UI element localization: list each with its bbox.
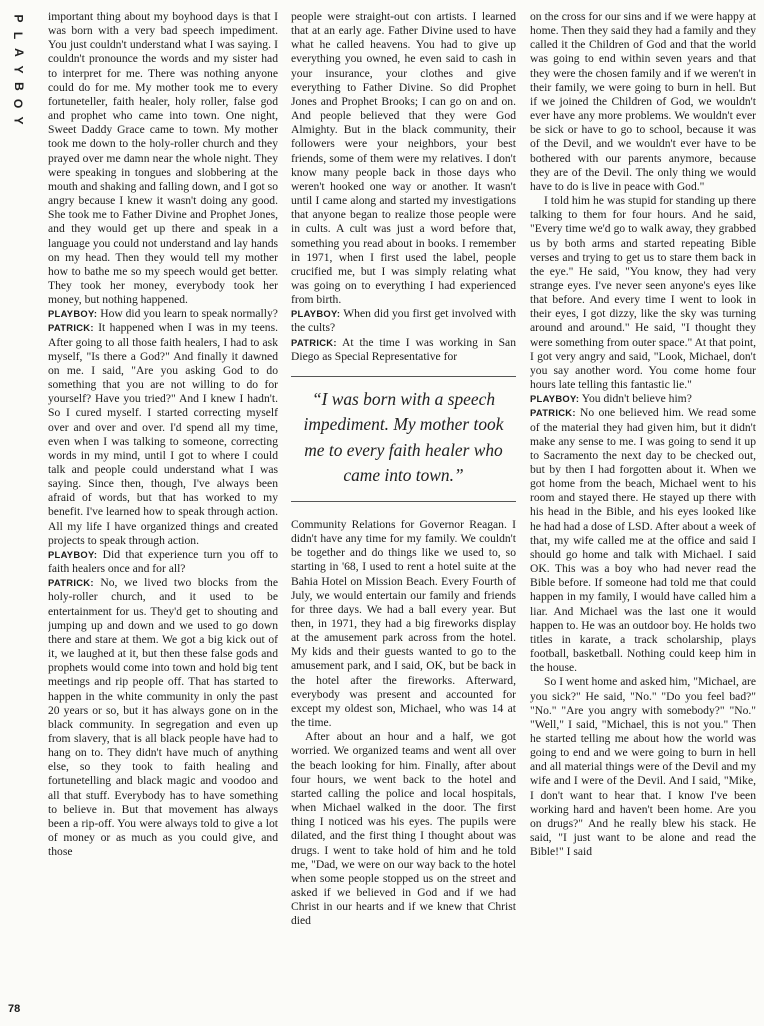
paragraph-text: You didn't believe him? (579, 392, 692, 406)
pull-quote: “I was born with a speech impediment. My mother took me to every faith healer who came into town.” (291, 376, 516, 502)
speaker-label: PLAYBOY: (48, 308, 98, 320)
paragraph-text: After about an hour and a half, we got worried. We organized teams and went all over the beach looking for him. Finally, after about four hours, we went back to the hotel and started calling the police and local hospitals, when Michael walked in the door. The first thing I noticed was his eyes. The pupils were dilated, and the first thing I thought about was drugs. I went to take hold of him and he told me, "Dad, we were on our way back to the hotel when some people stopped us on the street and asked if we believed in God and if we had Christ in our hearts and if we knew that Christ died (291, 730, 516, 928)
page-number: 78 (8, 1003, 21, 1015)
speaker-label: PATRICK: (48, 577, 94, 589)
column-2-top (291, 10, 516, 364)
speaker-label: PATRICK: (48, 322, 94, 334)
paragraph-text: important thing about my boyhood days is that I was born with a very bad speech impediment. You just couldn't understand what I was saying. I couldn't pronounce the words and my sister had to interpret for me. There was nothing anyone could do for me. My mother took me to every fortuneteller, faith healer, holy roller, false god and prophet who came into town. One night, Sweet Daddy Grace came to town. My mother took me down to the holy-roller church and they prayed over me damn near the whole night. They were speaking in tongues and slobbering at the mouth and shaking and falling down, and I got so angry because I knew it wasn't doing any good. She took me to Father Divine and Prophet Jones, and they would get up there and speak in a language you could not understand and lay hands on my head. Then they would tell my mother how to bathe me so my speech would get better. They took her money, everybody took her money, but nothing happened. (48, 10, 278, 307)
paragraph-text: So I went home and asked him, "Michael, are you sick?" He said, "No." "Do you feel bad?" "No." "Are you angry with somebody?" "No." "Well," I said, "Michael, this is not you." Then he started telling me about how the world was going to end and we were going to burn in hell and all material things were of the Devil and my wife and I were of the Devil. And I said, "Mike, I don't want to hear that. I know I've been working hard and haven't been home. Are you on drugs?" And he really blew his stack. He said, "I just want to be alone and read the Bible!" I said (530, 675, 756, 859)
speaker-label: PLAYBOY: (48, 548, 98, 560)
paragraph-text: No, we lived two blocks from the holy-roller church, and it used to be entertainment for us. They'd get to shouting and jumping up and down and we used to go down there and stare at them. We got a big kick out of it, we laughed at it, but then these false gods and prophets would come into town and hold big tent meetings and rip people off. That has started to happen in the white community in only the past 20 years or so, but it has always gone on in the black community. In segregation and even up from slavery, that is all black people have had to hang on to. They didn't have much of anything else, so they took to faith healing and fortunetelling and black magic and voodoo and all that stuff. Everybody has to have something to believe in. But that movement has always been a rip-off. You were always told to give a lot of money or as much as you could give, and those (48, 576, 278, 859)
magazine-letter: B (11, 82, 26, 91)
paragraph (530, 10, 756, 194)
paragraph (530, 392, 756, 406)
text-column-3 (530, 10, 756, 1022)
paragraph (530, 675, 756, 859)
paragraph (48, 321, 278, 548)
text-column-1 (48, 10, 278, 1022)
magazine-letter: Y (11, 116, 26, 125)
paragraph (291, 307, 516, 335)
paragraph (291, 730, 516, 928)
paragraph-text: When did you first get involved with the cults? (291, 307, 516, 335)
magazine-letter: L (11, 31, 26, 40)
paragraph (291, 518, 516, 730)
paragraph-text: on the cross for our sins and if we were happy at home. Then they said they had a family and they called it the Children of God and that the world was going to end within seven years and that they were the chosen family and if we weren't in their family, we were going to burn in hell. But if we joined the Children of God, we wouldn't ever have any more problems. We wouldn't ever be sick or have to go to school, because it was of the Devil, and we wouldn't ever have to be bothered with our parents anymore, because they are of the Devil. The only thing we would have to do is live in peace with God." (530, 10, 756, 193)
paragraph (48, 548, 278, 576)
paragraph (48, 10, 278, 307)
paragraph-text: At the time I was working in San Diego as Special Representative for (291, 335, 516, 363)
paragraph (48, 307, 278, 321)
magazine-name-vertical (6, 10, 30, 129)
magazine-letter: O (11, 98, 26, 109)
magazine-letter: Y (11, 65, 26, 74)
paragraph-text: It happened when I was in my teens. After going to all those faith healers, I had to ask myself, "Is there a God?" And finally it dawned on me. I said, "Are you asking God to do something that you are not willing to do for yourself? Have you tried?" And I knew I hadn't. So I cured myself. I started correcting myself over and over and over. I'd spend all my time, even when I was talking to someone, correcting words in my mind, until I got to where I could talk and people could understand what I was saying. Since then, though, I've always been afraid of words, but that has worked to my benefit. I've learned how to speak through action. All my life I have organized things and created projects to speak through action. (48, 321, 278, 547)
paragraph-text: How did you learn to speak normally? (97, 307, 278, 321)
speaker-label: PLAYBOY: (530, 393, 580, 405)
paragraph-text: Community Relations for Governor Reagan. I didn't have any time for my family. We couldn't be together and do things like we used to, so starting in '68, I used to rent a hotel suite at the Bahia Hotel on Mission Beach. Every Fourth of July, we would entertain our family and friends for three days. We had a ball every year. But then, in 1971, they had a big fireworks display at the amusement park across from the hotel. My kids and their guests wanted to go to the amusement park, and I said, OK, but be back in the hotel after the fireworks. Afterward, everybody was present and accounted for except my oldest son, Michael, who was 14 at the time. (291, 517, 516, 730)
paragraph-text: I told him he was stupid for standing up there talking to them for four hours. And he said, "Every time we'd go to walk away, they grabbed us by both arms and started repeating Bible verses and trying to get us to stare them back in the eye." He said, "You know, they had very strange eyes. I've never seen anyone's eyes like that before. And every time I went to look in their eyes, I got dizzy, like the sky was turning around and around." He said, "I thought they were something from outer space." At that point, I got very angry and said, "Look, Michael, don't you say another word. You come home four hours late telling this fantastic lie." (530, 194, 756, 392)
speaker-label: PATRICK: (291, 336, 337, 348)
speaker-label: PATRICK: (530, 407, 576, 419)
column-2-bottom (291, 518, 516, 929)
magazine-letter: P (11, 14, 26, 23)
paragraph (48, 576, 278, 859)
paragraph (530, 406, 756, 675)
paragraph-text: Did that experience turn you off to faith healers once and for all? (48, 547, 278, 576)
paragraph (291, 10, 516, 307)
text-column-2 (291, 10, 516, 1022)
paragraph (291, 336, 516, 364)
speaker-label: PLAYBOY: (291, 308, 341, 320)
paragraph-text: people were straight-out con artists. I learned that at an early age. Father Divine used to have what he called heavens. You had to give up everything you owned, he even said to cash in your insurance, your clothes and give everything to Father Divine. So did Prophet Jones and Prophet Brooks; I can go on and on. And people believed that they were God Almighty. But in the black community, their followers were your neighbors, your best friends, some of them were my relatives. I don't know many people back in those days who weren't hooked one way or another. It wasn't until I came along and started my investigations that anyone began to realize those people were in cults. A cult was just a word before that, something you read about in books. I remember in 1971, when I first used the label, people crucified me, but I was simply relating what was going on to everything I had experienced from birth. (291, 10, 516, 307)
paragraph-text: No one believed him. We read some of the material they had given him, but it didn't make any sense to me. I was going to send it up to Sacramento the next day to be checked out, but by then I had forgotten about it. When we got home from the beach, Michael went to his room and stayed there. He stayed up there with his head in the Bible, and his eyes looked like he had had a dose of LSD. After about a week of that, my wife called me at the office and said I should go home and talk with Michael. I said OK. This was a boy who had never read the Bible before. If someone had told me that could happen in my family, I would have called him a liar. And Michael was the last one it would happen to. He was an outdoor boy. He holds two titles in karate, a track scholarship, plays football, basketball. Nothing could keep him in the house. (530, 406, 756, 675)
magazine-letter: A (11, 48, 26, 57)
paragraph (530, 194, 756, 392)
